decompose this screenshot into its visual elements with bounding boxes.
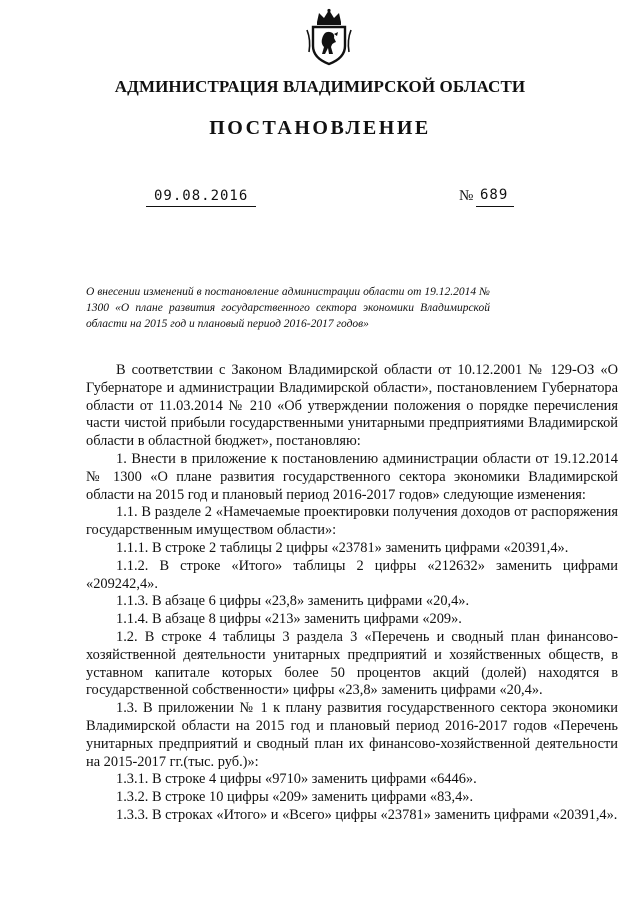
document-number: 689 <box>480 187 509 203</box>
paragraph-item-1-1-3: 1.1.3. В абзаце 6 цифры «23,8» заменить цифрами «20,4». <box>116 593 470 610</box>
coat-of-arms-icon <box>305 8 353 66</box>
paragraph-item-1-1: 1.1. В разделе 2 «Намечаемые проектировки получения доходов от распоряжения государственным имуществом области»: <box>86 504 618 539</box>
paragraph-preamble: В соответствии с Законом Владимирской области от 10.12.2001 № 129-ОЗ «О Губернаторе и администрации Владимирской области», постановлением Губернатора области от 11.03.2014 № 210 «Об утверждении положения о порядке перечисления части чистой прибыли государственными унитарными предприятиями Владимирской области в областной бюджет», постановляю: <box>86 362 618 450</box>
document-type-title: ПОСТАНОВЛЕНИЕ <box>209 117 431 139</box>
document-body <box>86 362 618 825</box>
paragraph-item-1-3-1: 1.3.1. В строке 4 цифры «9710» заменить цифрами «6446». <box>116 771 477 788</box>
paragraph-item-1-3: 1.3. В приложении № 1 к плану развития государственного сектора экономики Владимирской области на 2015 год и плановый период 2016-2017 годов «Перечень унитарных предприятий и сводный план их финансово-хозяйственной деятельности на 2015-2017 гг.(тыс. руб.)»: <box>86 700 618 770</box>
paragraph-item-1-1-1: 1.1.1. В строке 2 таблицы 2 цифры «23781» заменить цифрами «20391,4». <box>116 539 569 556</box>
paragraph-item-1-3-3: 1.3.3. В строках «Итого» и «Всего» цифры «23781» заменить цифрами «20391,4». <box>116 806 618 823</box>
paragraph-item-1-1-4: 1.1.4. В абзаце 8 цифры «213» заменить цифрами «209». <box>116 611 462 628</box>
paragraph-item-1: 1. Внести в приложение к постановлению администрации области от 19.12.2014 № 1300 «О плане развития государственного сектора экономики Владимирской области на 2015 год и плановый период 2016-2017 годов» следующие изменения: <box>86 450 618 503</box>
document-subject: О внесении изменений в постановление администрации области от 19.12.2014 № 1300 «О плане развития государственного сектора экономики Владимирской области на 2015 год и плановый период 2016-2017 годов» <box>86 286 490 330</box>
paragraph-item-1-3-2: 1.3.2. В строке 10 цифры «209» заменить цифрами «83,4». <box>116 789 474 806</box>
document-date: 09.08.2016 <box>154 188 249 204</box>
paragraph-item-1-2: 1.2. В строке 4 таблицы 3 раздела 3 «Перечень и сводный план финансово-хозяйственной деятельности унитарных предприятий и хозяйственных обществ, в уставном капитале которых более 50 процентов акций (долей) находятся в государственной собственности» цифры «23,8» заменить цифрами «20,4». <box>86 628 618 699</box>
date-underline <box>146 206 256 207</box>
organization-title: АДМИНИСТРАЦИЯ ВЛАДИМИРСКОЙ ОБЛАСТИ <box>114 77 526 96</box>
number-sign: № <box>459 188 474 204</box>
number-underline <box>476 206 514 207</box>
paragraph-item-1-1-2: 1.1.2. В строке «Итого» таблицы 2 цифры «212632» заменить цифрами «209242,4». <box>86 557 618 592</box>
